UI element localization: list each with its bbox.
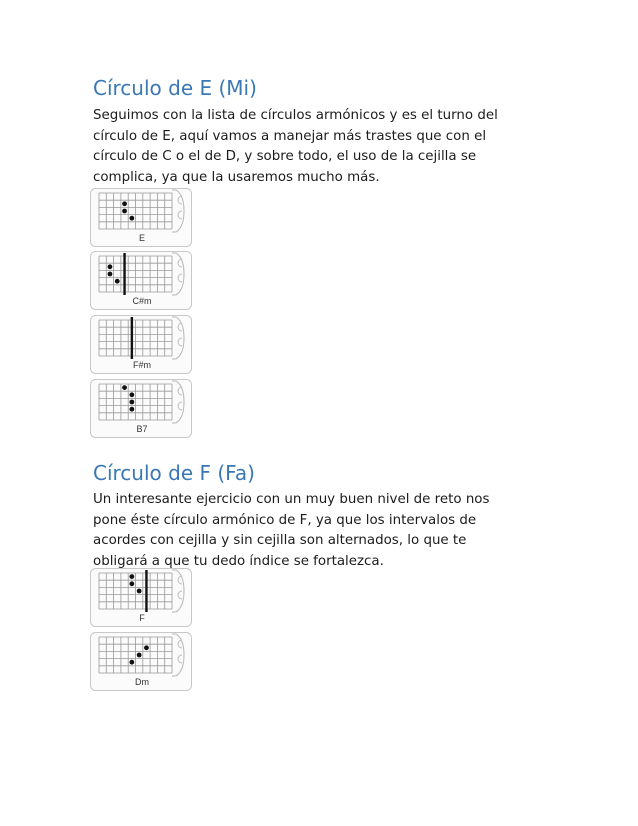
chord-name-label: B7 <box>136 424 148 434</box>
finger-dot <box>108 272 113 277</box>
paragraph-line: obligará a que tu dedo índice se fortalezca. <box>93 553 384 569</box>
chord-name-label: F <box>139 613 145 623</box>
paragraph-line: complica, ya que la usaremos mucho más. <box>93 169 380 185</box>
paragraph-line: Un interesante ejercicio con un muy buen nivel de reto nos <box>93 492 490 507</box>
finger-dot <box>144 645 149 650</box>
finger-dot <box>137 653 142 658</box>
finger-dot <box>129 660 134 665</box>
paragraph-line: pone éste círculo armónico de F, ya que los intervalos de <box>93 512 477 528</box>
chord-diagram-b7 <box>90 379 192 438</box>
chord-name-label: F#m <box>133 360 151 370</box>
finger-dot <box>129 392 134 397</box>
barre-mark <box>131 317 133 359</box>
section-paragraph-f <box>93 490 563 572</box>
paragraph-line: círculo de C o el de D, y sobre todo, el uso de la cejilla se <box>93 149 477 164</box>
chord-name-label: E <box>138 233 146 243</box>
chord-name-label: C#m <box>132 296 152 306</box>
finger-dot <box>129 581 134 586</box>
finger-dot <box>122 385 127 390</box>
paragraph-line: círculo de E, aquí vamos a manejar más trastes que con el <box>93 128 487 144</box>
finger-dot <box>129 574 134 579</box>
chord-diagram-e <box>90 188 192 247</box>
section-paragraph-e <box>93 106 563 188</box>
chord-diagram-d-minor <box>90 632 192 691</box>
paragraph-line: acordes con cejilla y sin cejilla son alternados, lo que te <box>93 533 467 548</box>
section-title-e: Círculo de E (Mi) <box>93 76 257 100</box>
section-title-f: Círculo de F (Fa) <box>93 461 255 485</box>
finger-dot <box>122 209 127 214</box>
chord-diagram-f-sharp-minor <box>90 315 192 374</box>
barre-mark <box>123 253 125 295</box>
chord-name-label: Dm <box>135 677 149 687</box>
finger-dot <box>115 279 120 284</box>
finger-dot <box>129 407 134 412</box>
finger-dot <box>108 264 113 269</box>
paragraph-line: Seguimos con la lista de círculos armónicos y es el turno del <box>93 108 498 123</box>
finger-dot <box>122 201 127 206</box>
chord-diagram-c-sharp-minor <box>90 251 192 310</box>
finger-dot <box>129 216 134 221</box>
finger-dot <box>137 589 142 594</box>
barre-mark <box>145 570 147 612</box>
chord-diagram-f <box>90 568 192 627</box>
finger-dot <box>129 400 134 405</box>
